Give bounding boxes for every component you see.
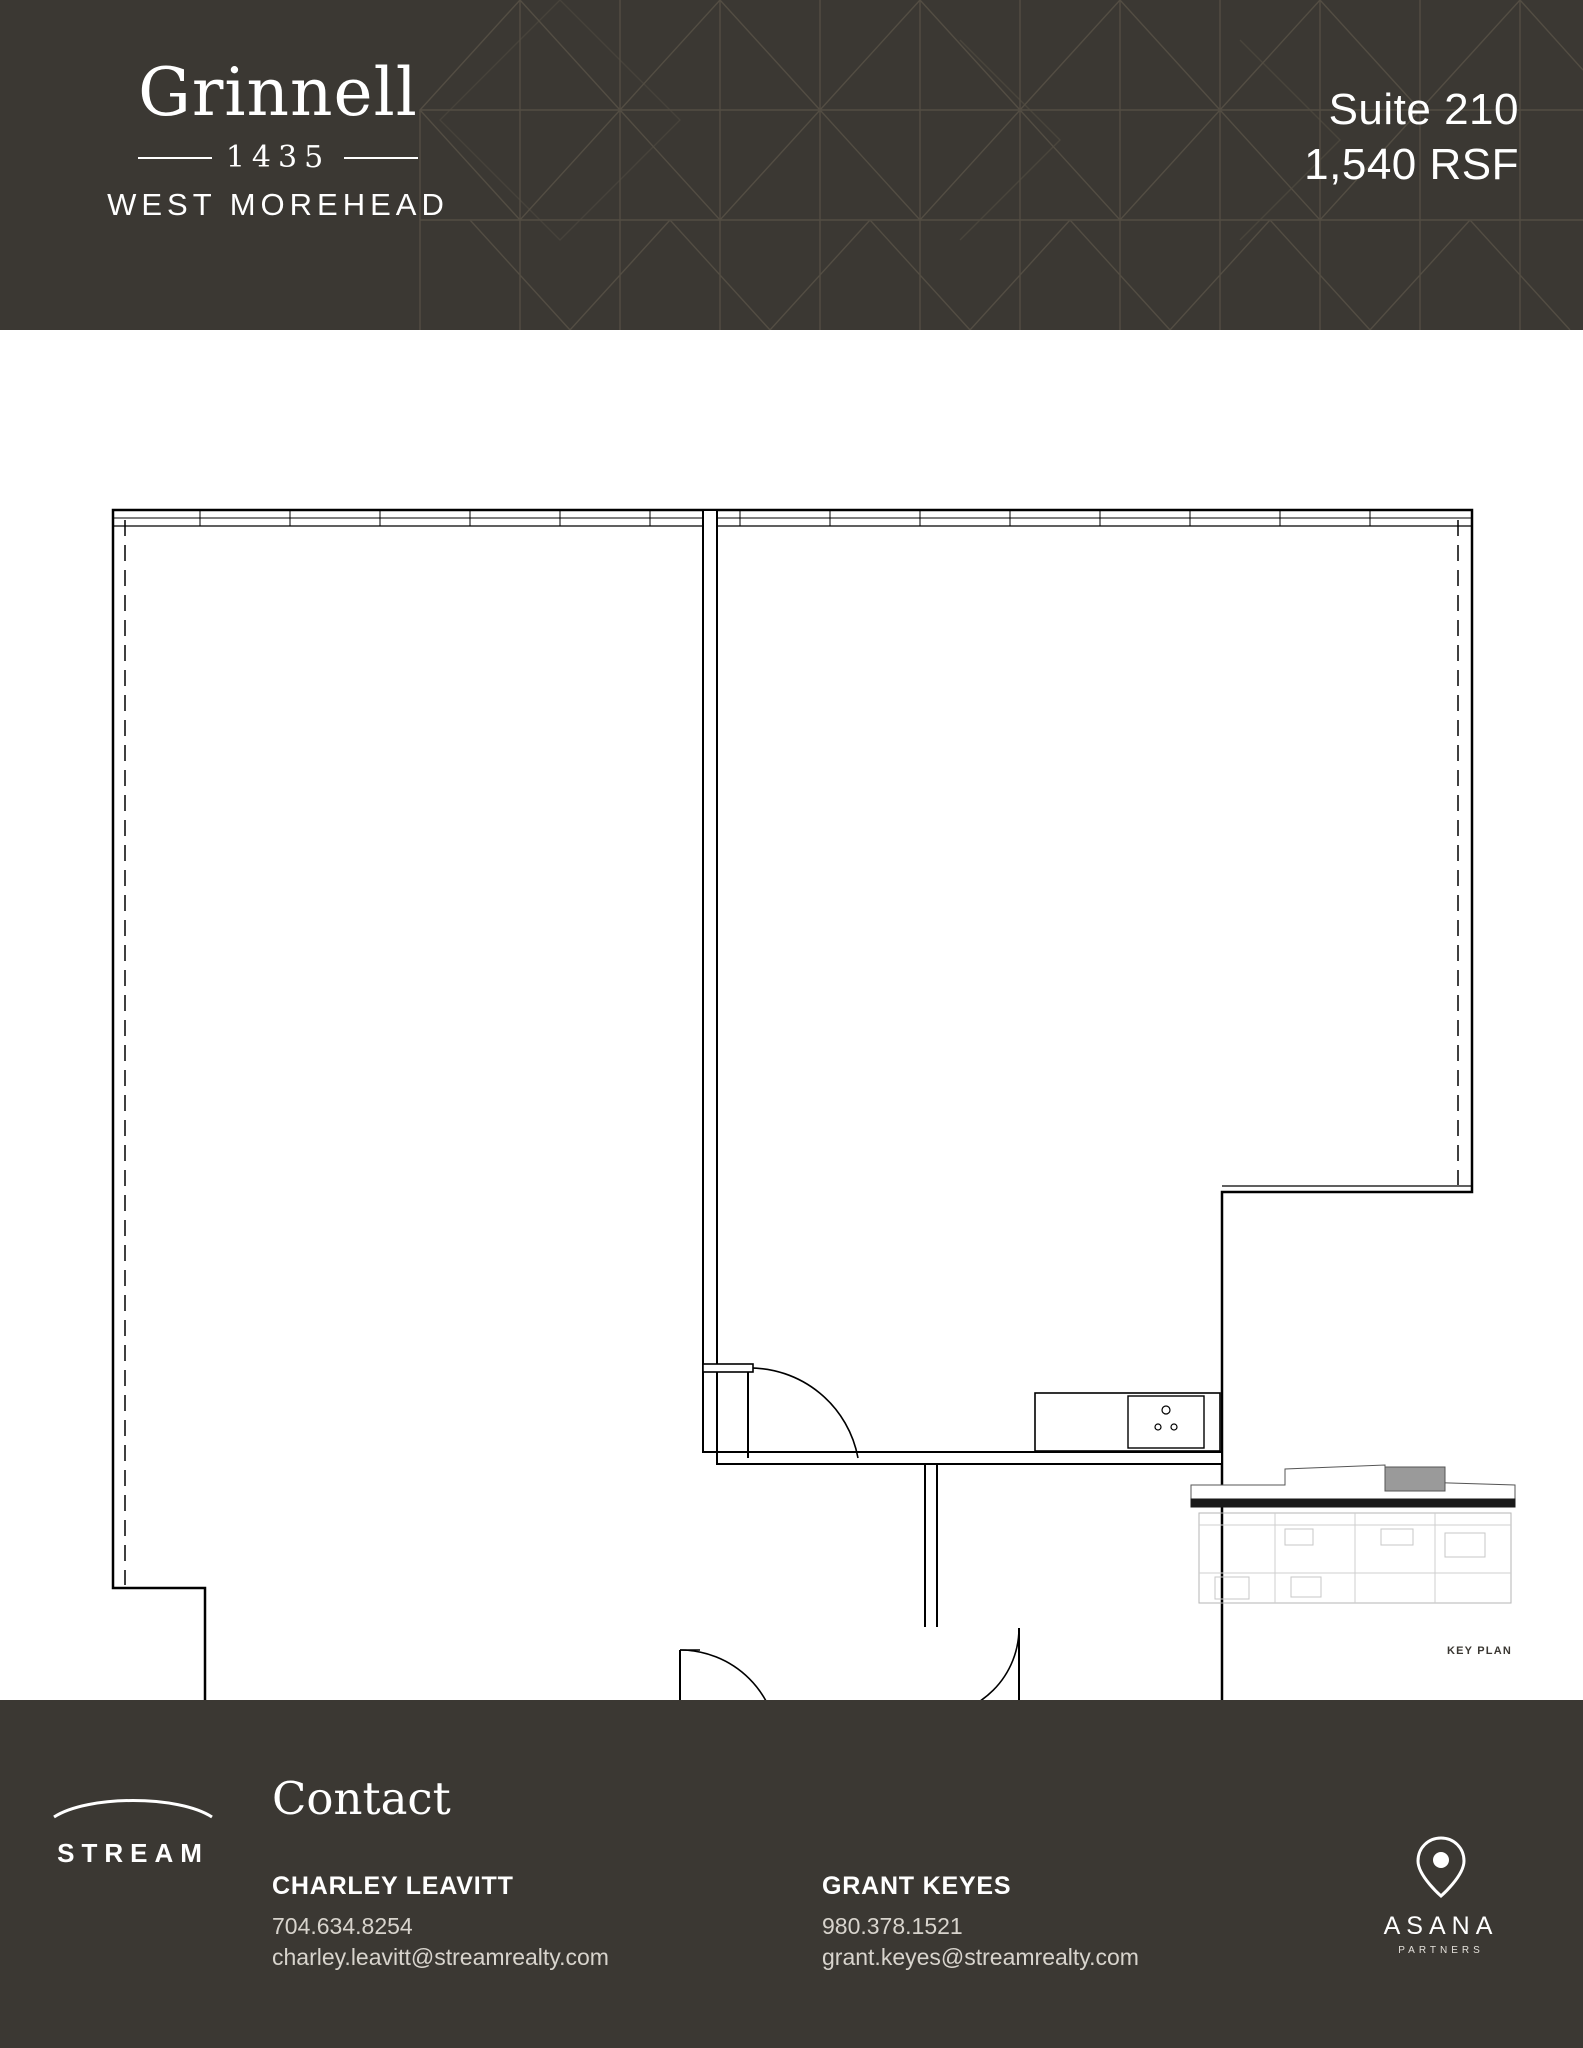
small-room-door-gap xyxy=(925,1628,937,1700)
suite-info xyxy=(1304,82,1519,192)
key-plan-label: KEY PLAN xyxy=(1447,1645,1513,1657)
logo-name: Grinnell xyxy=(138,54,418,131)
asana-wordmark: ASANA xyxy=(1383,1912,1499,1940)
logo-rule-right xyxy=(344,157,418,159)
contact-email[interactable]: grant.keyes@streamrealty.com xyxy=(822,1944,1139,1970)
page-header xyxy=(0,0,1583,330)
contact-email[interactable]: charley.leavitt@streamrealty.com xyxy=(272,1944,609,1970)
stream-wordmark: STREAM xyxy=(57,1838,209,1868)
sink-basin xyxy=(1128,1396,1204,1448)
key-plan-highlight xyxy=(1385,1467,1445,1491)
room-wall-horizontal xyxy=(717,1452,1222,1464)
logo-number-row xyxy=(58,140,498,175)
floor-plan xyxy=(0,330,1583,1700)
building-logo xyxy=(58,54,498,223)
asana-partners-logo xyxy=(1351,1835,1531,1956)
key-plan-thumbnail xyxy=(1185,1455,1525,1635)
suite-area: 1,540 RSF xyxy=(1304,140,1519,189)
interior-demising-wall xyxy=(703,510,717,1452)
contact-phone[interactable]: 980.378.1521 xyxy=(822,1913,963,1939)
page-footer xyxy=(0,1700,1583,2048)
stream-swoosh-icon xyxy=(48,1795,218,1829)
door-jamb-office xyxy=(703,1364,753,1372)
contact-name: CHARLEY LEAVITT xyxy=(272,1872,514,1900)
contact-name: GRANT KEYES xyxy=(822,1872,1012,1900)
contact-card-1 xyxy=(272,1872,609,1971)
logo-subtitle: WEST MOREHEAD xyxy=(107,187,449,222)
logo-rule-left xyxy=(138,157,212,159)
stream-logo xyxy=(48,1795,218,1869)
contact-card-2 xyxy=(822,1872,1139,1971)
contact-heading: Contact xyxy=(272,1772,451,1825)
logo-number: 1435 xyxy=(225,140,331,175)
contact-phone[interactable]: 704.634.8254 xyxy=(272,1913,413,1939)
suite-number: Suite 210 xyxy=(1328,85,1519,134)
asana-subtitle: PARTNERS xyxy=(1398,1945,1484,1956)
location-pin-icon xyxy=(1413,1835,1469,1899)
